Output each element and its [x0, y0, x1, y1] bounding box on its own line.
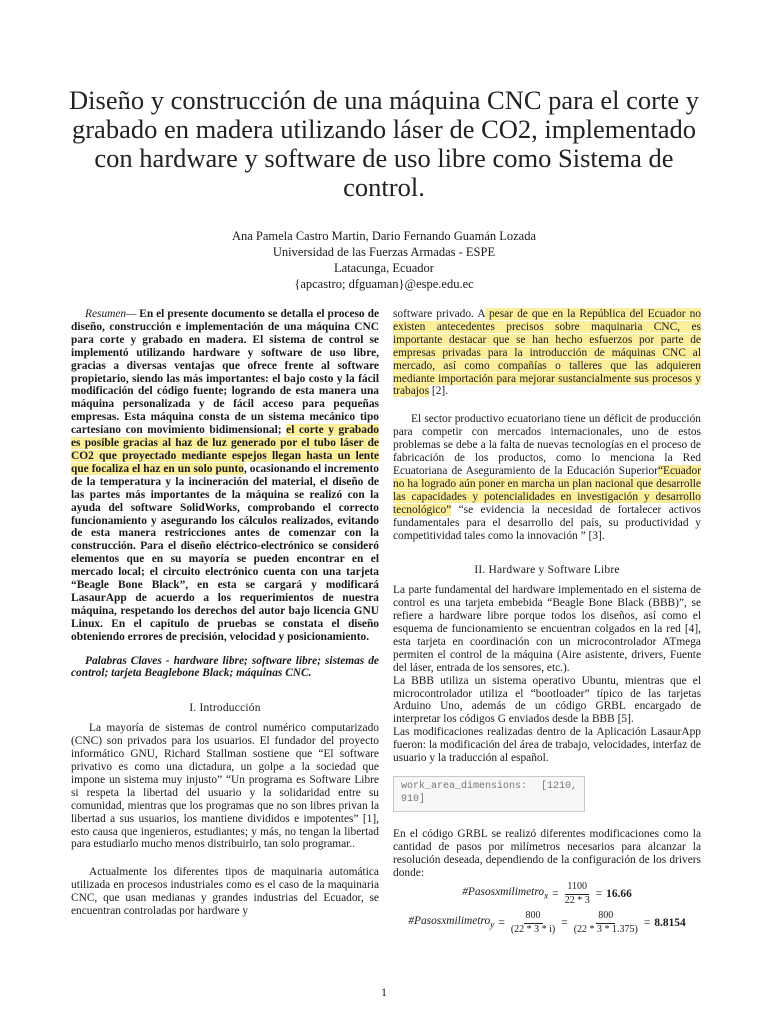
page-number: 1 — [381, 985, 387, 999]
eq1-lhs: #Pasosxmilimetro$_x$ — [462, 886, 549, 902]
section-heading-introduction: I. Introducción — [189, 702, 261, 715]
right-paragraph-1 — [393, 308, 701, 398]
eq2-numerator-1: 800 — [524, 910, 543, 924]
right-p2-end: “se evidencia la necesidad de fortalecer activos fundamentales para el desarrollo del país, su productividad y competitividad tales como la innovación ” [3]. — [393, 503, 701, 542]
eq2-lhs: #Pasosxmilimetro$_y$ — [408, 915, 495, 931]
right-p1-end: [2]. — [429, 385, 449, 398]
eq2-fraction-2 — [572, 910, 640, 937]
author-block — [0, 228, 768, 292]
eq1-denominator: 22 * 3 — [564, 895, 590, 907]
author-email: {apcastro; dfguaman}@espe.edu.ec — [294, 277, 474, 291]
left-column — [71, 308, 379, 918]
hardware-paragraph-2: La BBB utiliza un sistema operativo Ubuntu, mientras que el microcontrolador utiliza el “bootloader” típico de las tarjetas Arduino Uno, además de un código GRBL encargado de interpretar los códigos G enviados desde la BBB [5]. — [393, 674, 701, 726]
author-location: Latacunga, Ecuador — [334, 261, 434, 275]
eq1-numerator: 1100 — [565, 881, 589, 895]
hardware-paragraph-3: Las modificaciones realizadas dentro de la Aplicación LasaurApp fueron: la modificación del área de trabajo, velocidades, interfaz de usuario y la traducción al español. — [393, 726, 701, 765]
eq1-fraction — [563, 881, 592, 908]
abstract-text-1: En el presente documento se detalla el proceso de diseño, construcción e implementación de una máquina CNC para corte y grabado en madera. El sistema de control se implementó utilizando hardware y software de uso libre, gracias a diversas ventajas que ofrece frente al software propietario, siendo las más importantes: el bajo costo y la fácil modificación del código fuente; logrando de esta manera una máquina personalizada y de fácil acceso para pequeñas empresas. Esta máquina consta de un sistema mecánico tipo cartesiano con movimiento bidimensional; — [71, 308, 379, 437]
right-p1-highlight: pesar de que en la República del Ecuador no existen antecedentes precisos sobre maquinaria CNC, es importante destacar que se han hecho esfuerzos por parte de empresas privadas para la introducción de máquinas CNC al mercado, así como compañías o talleres que las adquieren mediante importación para mejorar sustancialmente sus procesos y trabajos — [393, 308, 702, 398]
equation-x: #Pasosxmilimetro$_x$ = $\frac{1100}{22 * 3}$ = 16.66 — [462, 881, 632, 907]
abstract-text-2: , ocasionando el incremento de la temperatura y la incineración del material, el diseño de las partes más importantes de la máquina se realizó con la ayuda del software SolidWorks, comprobando el correcto funcionamiento y asegurando los cálculos realizados, evitando de esta manera restricciones antes de comenzar con la construcción. Para el diseño eléctrico-electrónico se consideró elementos que en su mayoría se pueden encontrar en el mercado local; el circuito electrónico cuenta con una tarjeta “Beagle Bone Black”, en esta se cargará y modificará LasaurApp de acuerdo a los requerimientos de nuestra máquina, respetando los derechos del autor bajo licencia GNU Linux. En el capítulo de pruebas se constata el diseño obteniendo errores de precisión, velocidad y posicionamiento. — [71, 462, 380, 643]
code-snippet: work_area_dimensions: [1210, 910] — [393, 776, 585, 812]
right-p2-highlight: “Ecuador no ha logrado aún poner en marcha un plan nacional que desarrolle las capacidades y potencialidades en investigación y desarrollo tecnológico” — [393, 464, 701, 516]
right-p2-start: El sector productivo ecuatoriano tiene un déficit de producción para competir con mercados internacionales, uno de estos problemas se debe a la falta de nuevas tecnologías en el proceso de fabricación de los productos, como lo menciona la Red Ecuatoriana de Aseguramiento de la Educación Superior — [393, 413, 701, 477]
abstract-highlight: el corte y grabado es posible gracias al haz de luz generado por el tubo láser de CO2 que proyectado mediante espejos llegan hasta un lente que focaliza el haz en un solo punto — [71, 424, 379, 475]
hardware-paragraph-1: La parte fundamental del hardware implementado en el sistema de control es una tarjeta embebida “Beagle Bone Black (BBB)”, se refiere a hardware libre porque todos los diseños, así como el esquema de funcionamiento se encuentran colgados en la red [4], esta tarjeta en coordinación con un microcontrolador ATmega permiten el control de la máquina (Aire asistente, drivers, Fuente del láser, entrada de los sensores, etc.). — [393, 584, 701, 674]
hardware-paragraph-4: En el código GRBL se realizó diferentes modificaciones como la cantidad de pasos por milímetros necesarios para alcanzar la resolución deseada, dependiendo de la configuración de los drivers donde: — [393, 827, 701, 879]
right-p1-start: software privado. A — [393, 308, 485, 320]
eq2-fraction-1 — [509, 910, 557, 937]
equation-y: #Pasosxmilimetro$_y$ = $\frac{800}{(22 * 3 * i)}$ = $\frac{800}{(22 * 3 * 1.375)}$ = 8.8154 — [408, 910, 686, 936]
abstract — [71, 308, 379, 644]
eq2-denominator-2: (22 * 3 * 1.375) — [573, 924, 638, 936]
keywords: Palabras Claves - hardware libre; software libre; sistemas de control; tarjeta Beaglebone Black; máquinas CNC. — [71, 654, 379, 680]
author-names: Ana Pamela Castro Martin, Dario Fernando Guamán Lozada — [231, 229, 537, 243]
abstract-lead: Resumen— — [85, 308, 137, 320]
eq1-result: 16.66 — [606, 888, 632, 901]
author-affiliation: Universidad de las Fuerzas Armadas - ESPE — [272, 245, 496, 259]
intro-paragraph-2: Actualmente los diferentes tipos de maquinaria automática utilizada en procesos industriales como es el caso de la maquinaria CNC, que usan medianas y grandes industrias del Ecuador, se encuentran controladas por hardware y — [71, 866, 379, 918]
eq2-result: 8.8154 — [654, 917, 686, 930]
right-paragraph-2 — [393, 413, 701, 542]
eq2-denominator-1: (22 * 3 * i) — [510, 924, 556, 936]
paper-title: Diseño y construcción de una máquina CNC para el corte y grabado en madera utilizando láser de CO2, implementado con hardware y software de uso libre como Sistema de control. — [69, 85, 699, 202]
eq2-numerator-2: 800 — [596, 910, 615, 924]
intro-paragraph-1: La mayoría de sistemas de control numérico computarizado (CNC) son privados para los usuarios. El fundador del proyecto informático GNU, Richard Stallman sostiene que “El software privativo es como una dictadura, un golpe a la sociedad que impone un sistema muy injusto” “Un programa es Software Libre si respeta la libertad del usuario y la solidaridad entre su comunidad, mientras que los programas que no son libres privan la libertad a sus usuarios, los mantiene divididos e impotentes” [1], esto causa que ingenieros, estudiantes; y más, no tengan la libertad para estudiarlo mucho menos distribuirlo, tan solo programar.. — [71, 722, 379, 851]
right-column — [393, 308, 701, 937]
section-heading-hardware: II. Hardware y Software Libre — [474, 564, 620, 577]
